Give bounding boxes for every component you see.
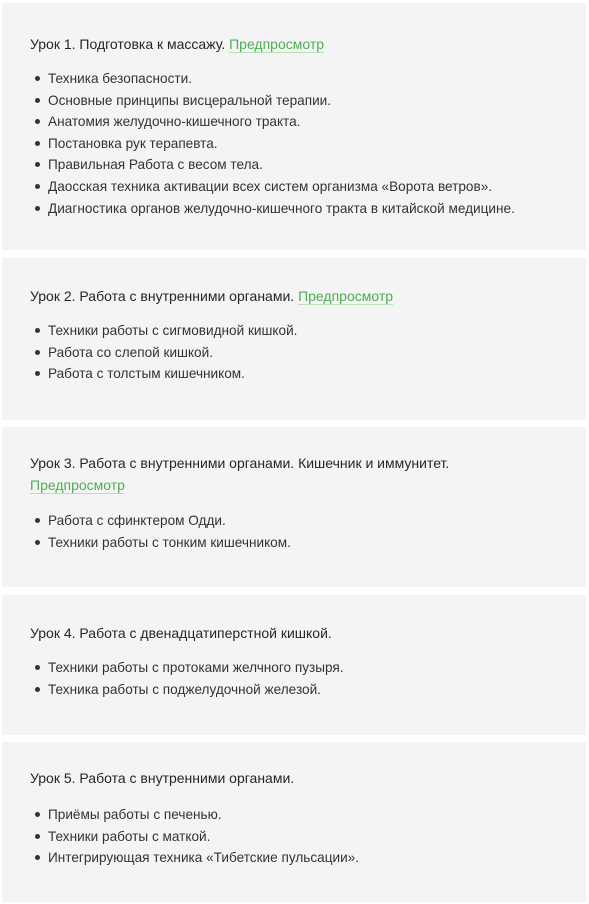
list-item: Интегрирующая техника «Тибетские пульсации». <box>34 847 576 869</box>
bullet-icon <box>35 328 40 333</box>
list-item: Техники работы с тонким кишечником. <box>34 532 576 554</box>
list-item: Постановка рук терапевта. <box>34 133 576 155</box>
topic-list-3 <box>34 510 576 553</box>
bullet-icon <box>35 206 40 211</box>
list-item: Работа с толстым кишечником. <box>34 363 576 385</box>
list-item: Техники работы с маткой. <box>34 826 576 848</box>
bullet-icon <box>35 162 40 167</box>
lesson-title-3 <box>30 452 576 496</box>
list-item: Техники работы с сигмовидной кишкой. <box>34 320 576 342</box>
lesson-title-text-1: Урок 1. Подготовка к массажу. <box>30 36 226 52</box>
bullet-icon <box>35 687 40 692</box>
lesson-card-4 <box>2 595 586 735</box>
lesson-title-text-4: Урок 4. Работа с двенадцатиперстной кишкой. <box>30 625 332 641</box>
lesson-card-5 <box>2 742 586 902</box>
list-item: Анатомия желудочно-кишечного тракта. <box>34 111 576 133</box>
bullet-icon <box>35 518 40 523</box>
lesson-title-1 <box>30 33 576 55</box>
list-item: Работа со слепой кишкой. <box>34 342 576 364</box>
list-item: Техника безопасности. <box>34 68 576 90</box>
list-item: Техники работы с протоками желчного пузыря. <box>34 657 576 679</box>
topic-list-4 <box>34 657 576 700</box>
list-item: Даосская техника активации всех систем организма «Ворота ветров». <box>34 176 576 198</box>
lesson-title-5 <box>30 767 576 789</box>
lesson-title-text-3: Урок 3. Работа с внутренними органами. Кишечник и иммунитет. <box>30 455 450 471</box>
bullet-icon <box>35 540 40 545</box>
lesson-card-2 <box>2 258 586 420</box>
list-item: Основные принципы висцеральной терапии. <box>34 90 576 112</box>
lesson-title-text-2: Урок 2. Работа с внутренними органами. <box>30 288 295 304</box>
bullet-icon <box>35 665 40 670</box>
lesson-title-2 <box>30 285 576 307</box>
topic-list-2 <box>34 320 576 385</box>
preview-link-3[interactable]: Предпросмотр <box>30 477 125 493</box>
list-item: Приёмы работы с печенью. <box>34 804 576 826</box>
lesson-title-text-5: Урок 5. Работа с внутренними органами. <box>30 770 295 786</box>
lesson-title-4 <box>30 622 576 644</box>
bullet-icon <box>35 76 40 81</box>
lesson-card-3 <box>2 427 586 587</box>
list-item: Правильная Работа с весом тела. <box>34 154 576 176</box>
lesson-card-1 <box>2 3 586 250</box>
preview-link-2[interactable]: Предпросмотр <box>298 288 394 304</box>
bullet-icon <box>35 184 40 189</box>
bullet-icon <box>35 855 40 860</box>
list-item: Техника работы с поджелудочной железой. <box>34 679 576 701</box>
bullet-icon <box>35 350 40 355</box>
bullet-icon <box>35 371 40 376</box>
bullet-icon <box>35 98 40 103</box>
bullet-icon <box>35 812 40 817</box>
bullet-icon <box>35 834 40 839</box>
topic-list-5 <box>34 804 576 869</box>
list-item: Работа с сфинктером Одди. <box>34 510 576 532</box>
preview-link-1[interactable]: Предпросмотр <box>229 36 325 52</box>
bullet-icon <box>35 119 40 124</box>
bullet-icon <box>35 141 40 146</box>
list-item: Диагностика органов желудочно-кишечного тракта в китайской медицине. <box>34 198 576 220</box>
topic-list-1 <box>34 68 576 219</box>
